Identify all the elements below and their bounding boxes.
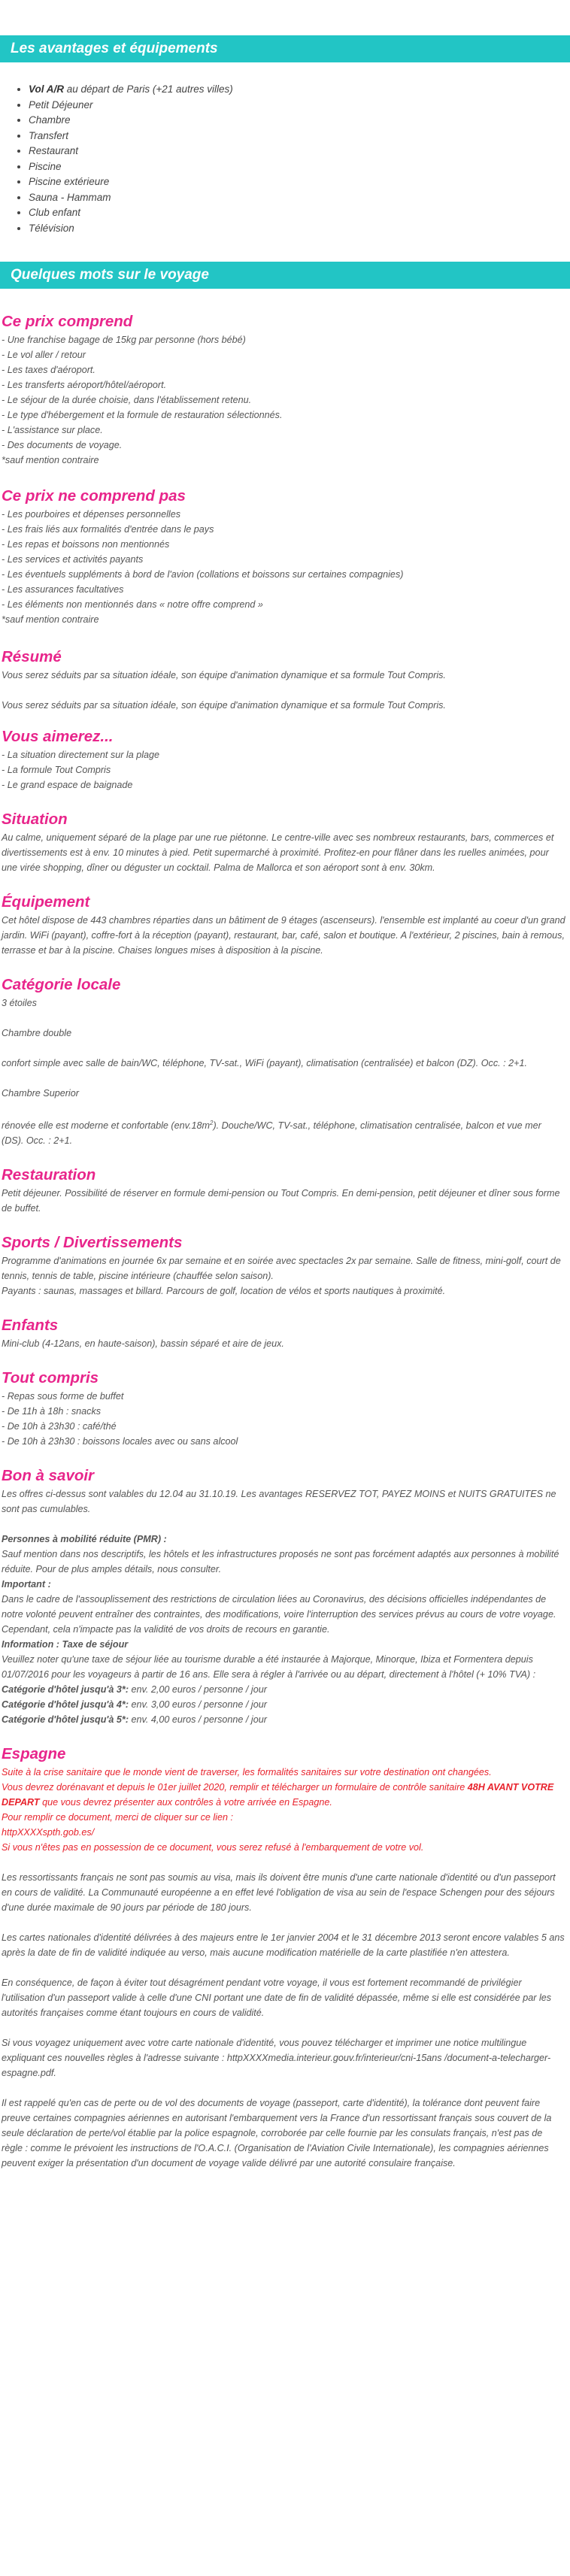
- sports-text-1: Programme d'animations en journée 6x par semaine et en soirée avec spectacles 2x par semaine. Salle de fitness, mini-golf, court de tennis, tennis de table, piscine intérieure (chauffée selon saison).: [2, 1256, 561, 1282]
- bon-a-savoir-text: [0, 1487, 570, 1727]
- advantages-header: Les avantages et équipements: [0, 35, 570, 62]
- list-item: - Les taxes d'aéroport.: [2, 365, 96, 375]
- list-item: - Les éventuels suppléments à bord de l'avion (collations et boissons sur certaines compagnies): [2, 569, 404, 580]
- advantage-item: • Piscine: [29, 159, 570, 175]
- equipement-text: Cet hôtel dispose de 443 chambres réparties dans un bâtiment de 9 étages (ascenseurs). l'ensemble est implanté au coeur d'un grand jardin. WiFi (payant), coffre-fort à la réception (payant), restaurant, bar, café, salon et boutique. A l'extérieur, 2 piscines, bain à remous, terrasse et bar à la piscine. Chaises longues mises à disposition à la piscine.: [2, 915, 565, 956]
- espagne-text: [0, 1765, 570, 2171]
- advantage-item: • Restaurant: [29, 144, 570, 159]
- espagne-p2: Les cartes nationales d'identité délivrées à des majeurs entre le 1er janvier 2004 et le 31 décembre 2013 seront encore valables 5 ans après la date de fin de validité indiquée au verso, mais aucune modification matérielle de la carte plastifiée n'en attestera.: [2, 1932, 565, 1959]
- section-title-situation: Situation: [2, 811, 68, 828]
- chambre-double-label: Chambre double: [2, 1028, 72, 1038]
- resume-text: [0, 668, 570, 713]
- espagne-alert-5: Si vous n'êtes pas en possession de ce document, vous serez refusé à l'embarquement de votre vol.: [2, 1842, 424, 1853]
- list-item: - Repas sous forme de buffet: [2, 1391, 124, 1402]
- aimerez-list: [0, 747, 570, 792]
- espagne-alert-2: Vous devrez dorénavant et depuis le 01er juillet 2020, remplir et télécharger un formulaire de contrôle sanitaire 48H AVANT VOTRE DEPART que vous devrez présenter aux contrôles à votre arrivée en Espagne.: [2, 1782, 554, 1808]
- advantage-item: • Sauna - Hammam: [29, 190, 570, 206]
- section-title-categorie: Catégorie locale: [2, 976, 121, 993]
- categorie-stars: 3 étoiles: [2, 998, 37, 1008]
- categorie-text: [0, 996, 570, 1148]
- section-title-espagne: Espagne: [2, 1745, 66, 1763]
- list-item: - De 11h à 18h : snacks: [2, 1406, 102, 1417]
- list-item: *sauf mention contraire: [2, 614, 99, 625]
- list-item: - Le grand espace de baignade: [2, 780, 133, 790]
- list-item: - Les assurances facultatives: [2, 584, 124, 595]
- advantage-item: • Chambre: [29, 113, 570, 129]
- advantage-item: • Petit Déjeuner: [29, 98, 570, 114]
- prix-comprend-list: [0, 332, 570, 468]
- list-item: - Les pourboires et dépenses personnelles: [2, 509, 181, 520]
- chambre-double-text: confort simple avec salle de bain/WC, téléphone, TV-sat., WiFi (payant), climatisation (centralisée) et balcon (DZ). Occ. : 2+1.: [2, 1058, 527, 1068]
- espagne-form-link[interactable]: httpXXXXspth.gob.es/: [2, 1827, 95, 1838]
- situation-text: Au calme, uniquement séparé de la plage par une rue piétonne. Le centre-ville avec ses nombreux restaurants, bars, commerces et divertissements est à env. 10 minutes à pied. Petit supermarché à proximité. Profitez-en pour flâner dans les ruelles animées, pour une virée shopping, dîner ou déguster un cocktail. Palma de Mallorca et son aéroport sont à env. 30km.: [2, 832, 554, 873]
- advantage-item: • Club enfant: [29, 205, 570, 221]
- list-item: - Les éléments non mentionnés dans « notre offre comprend »: [2, 599, 263, 610]
- section-title-enfants: Enfants: [2, 1317, 59, 1335]
- list-item: - La formule Tout Compris: [2, 765, 111, 775]
- list-item: - Le vol aller / retour: [2, 350, 86, 360]
- section-title-prix-ne-comprend: Ce prix ne comprend pas: [2, 487, 186, 505]
- section-title-aimerez: Vous aimerez...: [2, 728, 114, 745]
- list-item: - Les repas et boissons non mentionnés: [2, 539, 170, 550]
- important-text: Dans le cadre de l'assouplissement des restrictions de circulation liées au Coronavirus, des décisions officielles indépendantes de notre volonté peuvent entraîner des contraintes, des modifications, voire l'interruption des services prévus au cours de votre voyage.: [2, 1594, 556, 1620]
- advantages-list: [29, 82, 570, 236]
- section-title-equipement: Équipement: [2, 893, 90, 911]
- advantage-item: • Télévision: [29, 221, 570, 237]
- advantage-item: • Transfert: [29, 129, 570, 144]
- section-title-tout-compris: Tout compris: [2, 1369, 99, 1387]
- chambre-superior-label: Chambre Superior: [2, 1088, 79, 1099]
- enfants-text: Mini-club (4-12ans, en haute-saison), bassin séparé et aire de jeux.: [2, 1338, 284, 1350]
- list-item: - Des documents de voyage.: [2, 440, 123, 450]
- section-title-sports: Sports / Divertissements: [2, 1234, 183, 1252]
- list-item: - Une franchise bagage de 15kg par personne (hors bébé): [2, 335, 246, 345]
- restauration-text: Petit déjeuner. Possibilité de réserver en formule demi-pension ou Tout Compris. En demi-pension, petit déjeuner et dîner sous forme de buffet.: [2, 1188, 560, 1214]
- list-item: - Le séjour de la durée choisie, dans l'établissement retenu.: [2, 395, 252, 405]
- taxe-cat4: Catégorie d'hôtel jusqu'à 4*: env. 3,00 euros / personne / jour: [2, 1699, 267, 1711]
- espagne-p4: Si vous voyagez uniquement avec votre carte nationale d'identité, vous pouvez télécharger et imprimer une notice multilingue expliquant ces nouvelles règles à l'adresse suivante : httpXXXXmedia.interieur.gouv.fr/interieur/cni-15ans /document-a-telecharger-espagne.pdf.: [2, 2038, 551, 2079]
- taxe-cat3: Catégorie d'hôtel jusqu'à 3*: env. 2,00 euros / personne / jour: [2, 1684, 267, 1696]
- voyage-header: Quelques mots sur le voyage: [0, 262, 570, 289]
- list-item: - L'assistance sur place.: [2, 425, 103, 435]
- list-item: - Le type d'hébergement et la formule de restauration sélectionnés.: [2, 410, 283, 420]
- espagne-p1: Les ressortissants français ne sont pas soumis au visa, mais ils doivent être munis d'une carte nationale d'identité ou d'un passeport en cours de validité. La Communauté européenne a en effet levé l'obligation de visa au sein de l'espace Schengen pour des séjours d'une durée maximale de 90 jours par période de 180 jours.: [2, 1872, 556, 1914]
- important-text-2: Cependant, cela n'impacte pas la validité de vos droits de recours en garantie.: [2, 1624, 330, 1635]
- list-item: - Les transferts aéroport/hôtel/aéroport.: [2, 380, 167, 390]
- espagne-p3: En conséquence, de façon à éviter tout désagrément pendant votre voyage, il vous est fortement recommandé de privilégier l'utilisation d'un passeport valide à celle d'une CNI portant une date de fin de validité dépassée, même si elle est considérée par les autorités françaises comme étant toujours en cours de validité.: [2, 1977, 552, 2019]
- list-item: - De 10h à 23h30 : boissons locales avec ou sans alcool: [2, 1436, 238, 1447]
- pmr-label: Personnes à mobilité réduite (PMR) :: [2, 1534, 167, 1545]
- advantage-item: • Piscine extérieure: [29, 174, 570, 190]
- offres-text: Les offres ci-dessus sont valables du 12.04 au 31.10.19. Les avantages RESERVEZ TOT, PAYEZ MOINS et NUITS GRATUITES ne sont pas cumulables.: [2, 1489, 556, 1515]
- espagne-p5: Il est rappelé qu'en cas de perte ou de vol des documents de voyage (passeport, carte d'identité), la tolérance dont peuvent faire preuve certaines compagnies aériennes en autorisant l'embarquement vers la France d'un ressortissant français sous couvert de la seule déclaration de perte/vol établie par la police espagnole, corroborée par celle fournie par les consulats français, n'est pas de règle : comme le prévoient les instructions de l'O.A.C.I. (Organisation de l'Aviation Civile Internationale), les compagnies aériennes peuvent exiger la présentation d'un document de voyage valide délivré par une autorité consulaire française.: [2, 2098, 552, 2169]
- taxe-label: Information : Taxe de séjour: [2, 1639, 129, 1650]
- list-item: - La situation directement sur la plage: [2, 750, 160, 760]
- list-item: *sauf mention contraire: [2, 455, 99, 465]
- advantage-item: • Vol A/R au départ de Paris (+21 autres villes): [29, 82, 570, 98]
- pmr-text: Sauf mention dans nos descriptifs, les hôtels et les infrastructures proposés ne sont pas forcément adaptés aux personnes à mobilité réduite. Pour de plus amples détails, nous consulter.: [2, 1549, 559, 1575]
- section-title-restauration: Restauration: [2, 1166, 96, 1184]
- section-title-bon-a-savoir: Bon à savoir: [2, 1467, 95, 1485]
- espagne-alert-1: Suite à la crise sanitaire que le monde vient de traverser, les formalités sanitaires sur votre destination ont changées.: [2, 1767, 492, 1778]
- resume-p1: Vous serez séduits par sa situation idéale, son équipe d'animation dynamique et sa formule Tout Compris.: [2, 670, 446, 680]
- important-label: Important :: [2, 1579, 51, 1590]
- espagne-alert-3: Pour remplir ce document, merci de cliquer sur ce lien :: [2, 1812, 233, 1823]
- prix-ne-comprend-list: [0, 507, 570, 627]
- section-title-resume: Résumé: [2, 648, 62, 665]
- taxe-cat5: Catégorie d'hôtel jusqu'à 5*: env. 4,00 euros / personne / jour: [2, 1714, 267, 1726]
- sports-text-2: Payants : saunas, massages et billard. Parcours de golf, location de vélos et sports nautiques à proximité.: [2, 1286, 446, 1297]
- tout-compris-list: [0, 1389, 570, 1449]
- sports-text: [0, 1253, 570, 1299]
- list-item: - De 10h à 23h30 : café/thé: [2, 1421, 117, 1432]
- list-item: - Les frais liés aux formalités d'entrée dans le pays: [2, 524, 214, 535]
- taxe-text: Veuillez noter qu'une taxe de séjour liée au tourisme durable a été instaurée à Majorque, Minorque, Ibiza et Formentera depuis 01/07/2016 pour les voyageurs à partir de 16 ans. Elle sera à régler à l'arrivée ou au départ, directement à l'hôtel (+ 10% TVA) :: [2, 1654, 536, 1680]
- section-title-prix-comprend: Ce prix comprend: [2, 313, 133, 330]
- chambre-superior-text: rénovée elle est moderne et confortable $(env.18m^2)$. Douche/WC, TV-sat., téléphone, climatisation centralisée, balcon et vue mer (DS). Occ. : 2+1.: [2, 1120, 541, 1147]
- list-item: - Les services et activités payants: [2, 554, 144, 565]
- resume-p2: Vous serez séduits par sa situation idéale, son équipe d'animation dynamique et sa formule Tout Compris.: [2, 700, 446, 711]
